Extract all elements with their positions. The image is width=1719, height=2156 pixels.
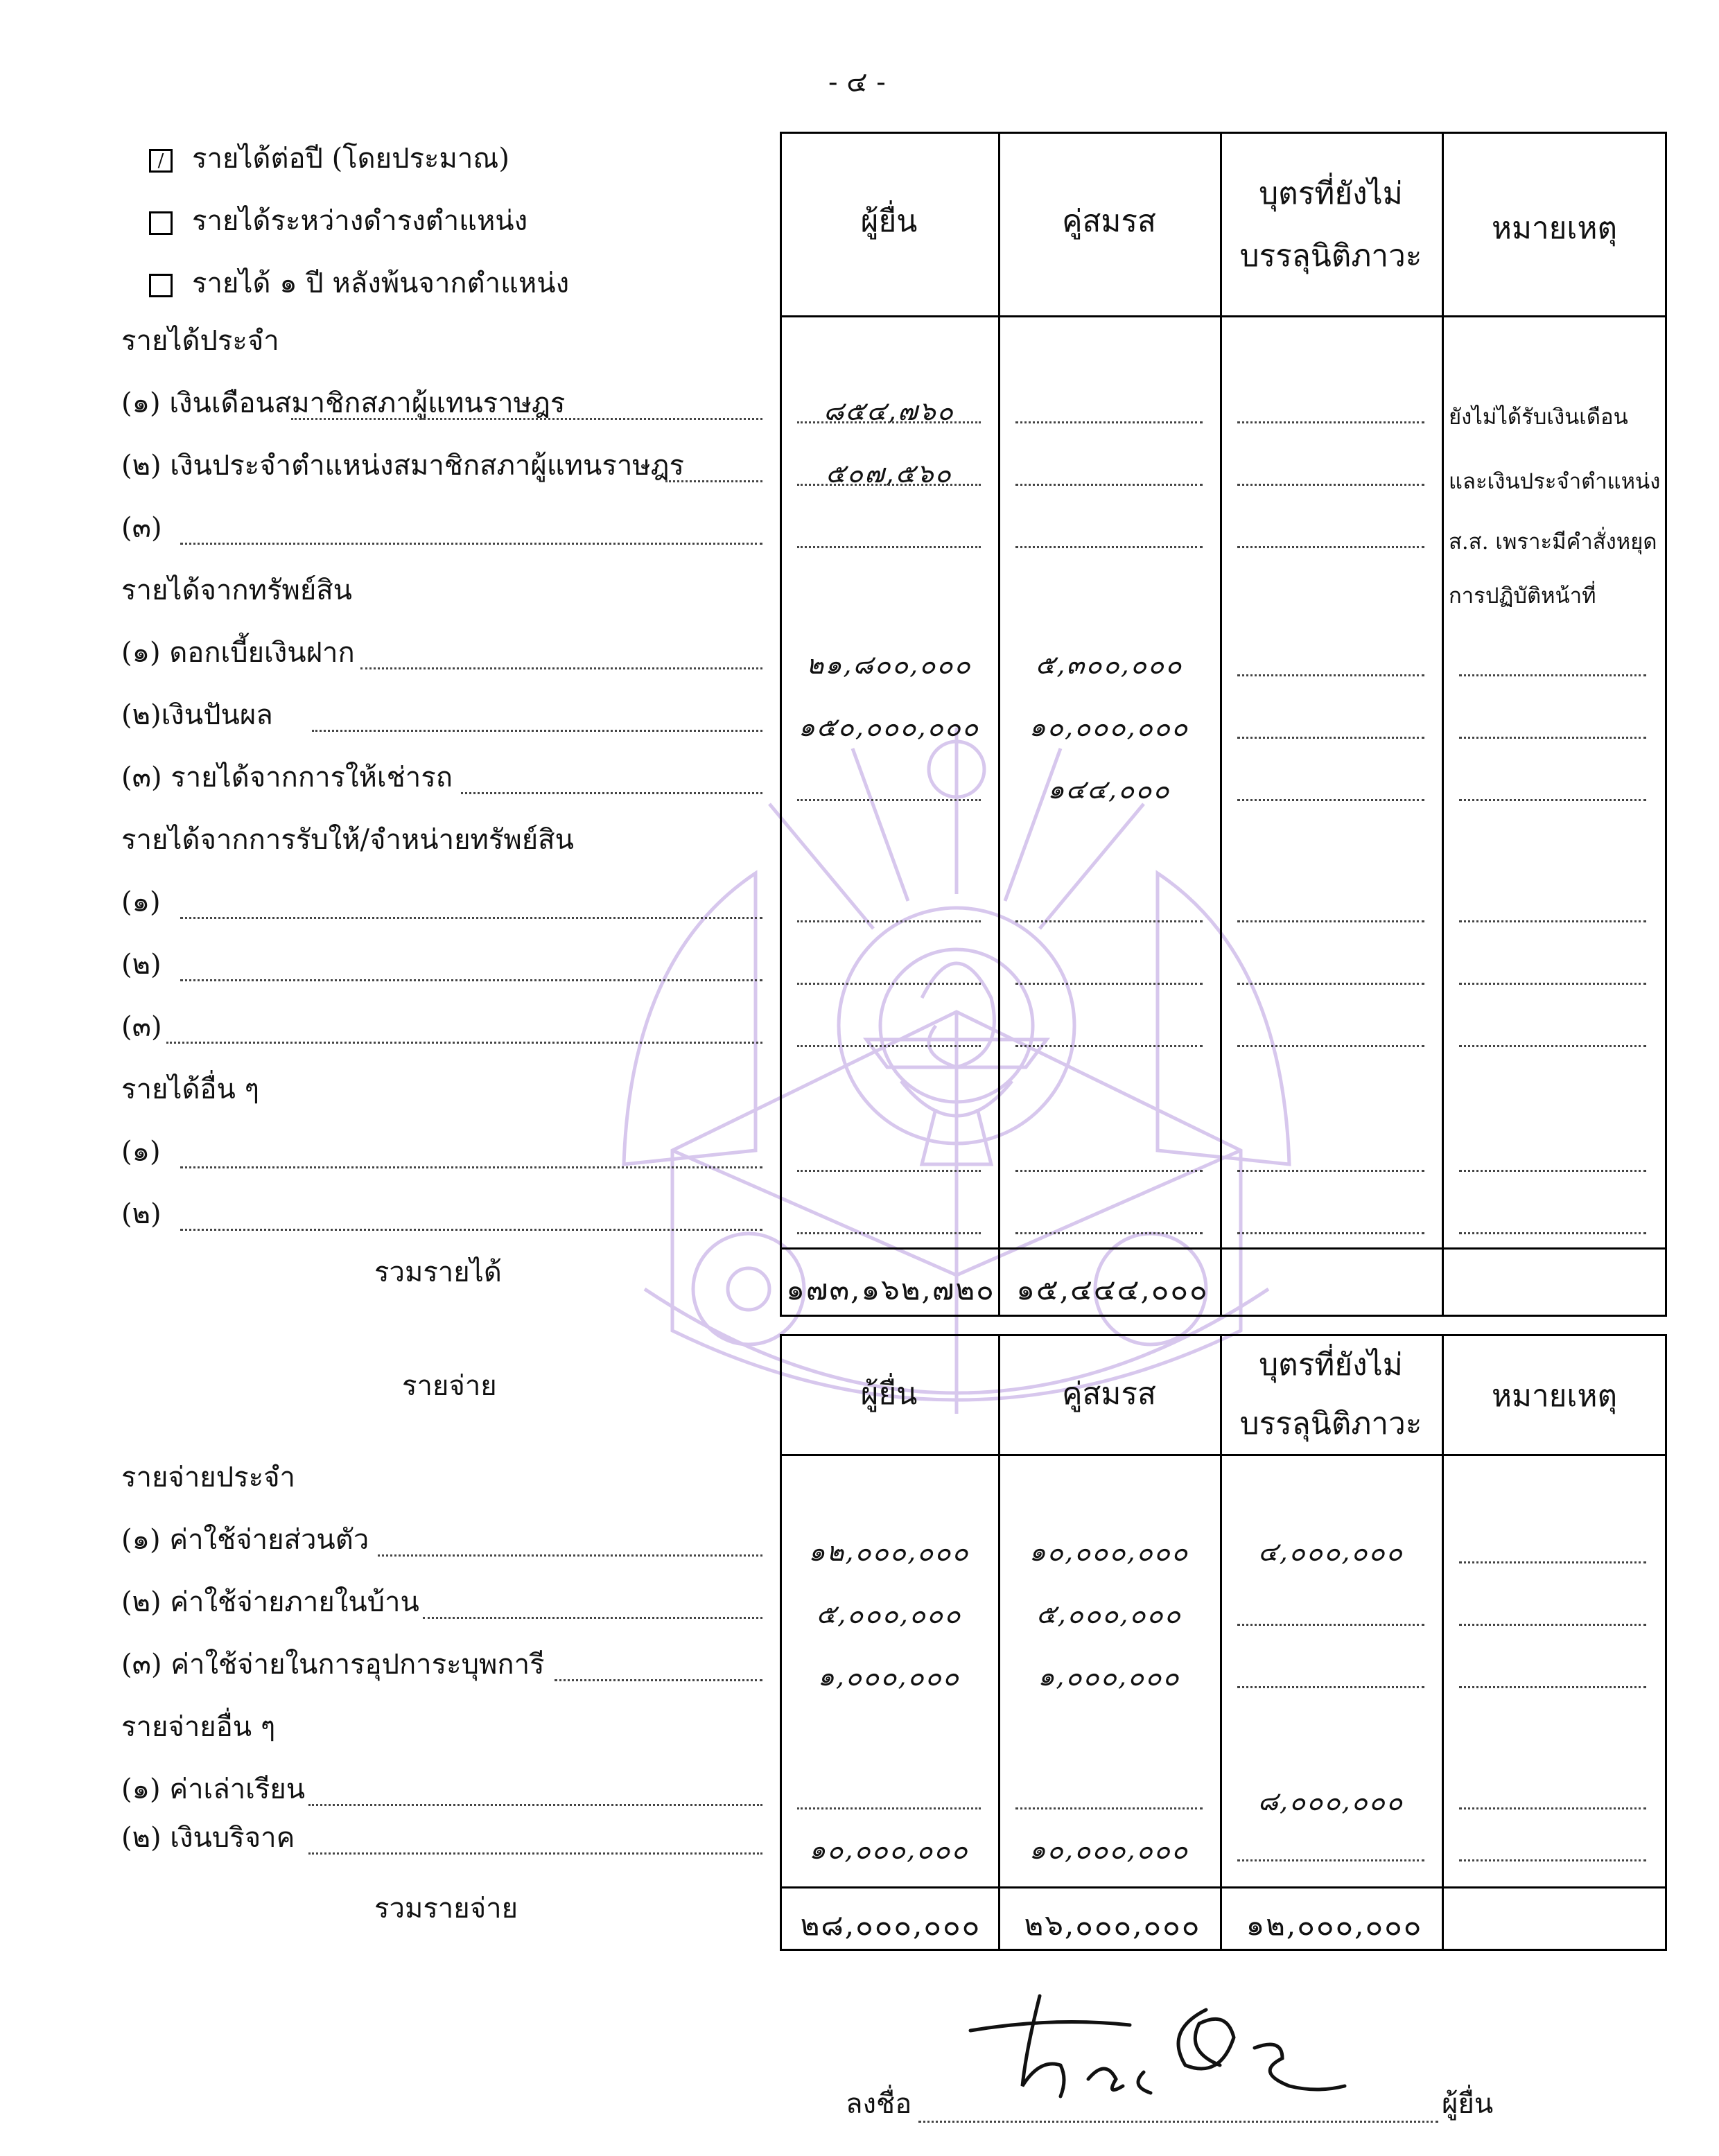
- col-header-remarks: หมายเหตุ: [1491, 211, 1618, 246]
- row-label: (๒) เงินบริจาค: [121, 1822, 295, 1854]
- col-header-child-line1: บุตรที่ยังไม่: [1259, 176, 1403, 211]
- income-col-divider: [1220, 132, 1222, 1317]
- value-child: ๔,๐๐๐,๐๐๐: [1257, 1536, 1404, 1567]
- row-label: (๑): [121, 1136, 161, 1168]
- total-income-label: รวมรายได้: [374, 1256, 502, 1288]
- value-filer: ๕,๐๐๐,๐๐๐: [816, 1599, 962, 1629]
- income-col-divider: [998, 132, 1000, 1317]
- value-filer: ๑๒,๐๐๐,๐๐๐: [808, 1536, 970, 1567]
- row-label: (๓): [121, 1011, 162, 1043]
- expense-total-divider: [780, 1886, 1667, 1888]
- row-label: (๒): [121, 949, 162, 981]
- income-total-divider: [780, 1247, 1667, 1250]
- signature-label: ลงชื่อ: [846, 2088, 912, 2120]
- col-header-child-line2: บรรลุนิติภาวะ: [1239, 1406, 1422, 1441]
- total-income-spouse: ๑๕,๔๔๔,๐๐๐: [1016, 1272, 1209, 1306]
- value-spouse: ๑๐,๐๐๐,๐๐๐: [1029, 1834, 1189, 1865]
- checkbox-unchecked[interactable]: [149, 274, 173, 297]
- remark-line: ส.ส. เพราะมีคำสั่งหยุด: [1449, 529, 1657, 554]
- option-income-during-term[interactable]: [149, 204, 527, 238]
- value-spouse: ๕,๓๐๐,๐๐๐: [1035, 649, 1183, 680]
- section-heading: รายได้ประจำ: [121, 325, 279, 357]
- row-label: (๑) ค่าใช้จ่ายส่วนตัว: [121, 1524, 369, 1556]
- col-header-filer: ผู้ยื่น: [860, 204, 918, 239]
- option-annual-income[interactable]: [149, 142, 509, 175]
- total-expense-child: ๑๒,๐๐๐,๐๐๐: [1246, 1908, 1423, 1942]
- remark-line: การปฏิบัติหน้าที่: [1449, 584, 1596, 608]
- total-expense-spouse: ๒๖,๐๐๐,๐๐๐: [1024, 1908, 1201, 1942]
- row-label: (๓): [121, 512, 162, 544]
- col-header-child-line1: บุตรที่ยังไม่: [1259, 1347, 1403, 1383]
- row-label: (๒) เงินประจำตำแหน่งสมาชิกสภาผู้แทนราษฎร: [121, 450, 684, 482]
- total-expense-filer: ๒๘,๐๐๐,๐๐๐: [800, 1908, 981, 1942]
- signature-role: ผู้ยื่น: [1442, 2088, 1494, 2120]
- checkbox-unchecked[interactable]: [149, 211, 173, 235]
- row-label: (๒)เงินปันผล: [121, 699, 273, 731]
- value-child: ๘,๐๐๐,๐๐๐: [1257, 1786, 1404, 1816]
- checkbox-checked[interactable]: /: [149, 149, 173, 173]
- value-filer: ๒๑,๘๐๐,๐๐๐: [806, 649, 972, 680]
- section-heading: รายจ่ายอื่น ๆ: [121, 1711, 276, 1743]
- value-filer: ๑๐,๐๐๐,๐๐๐: [809, 1834, 969, 1865]
- value-filer: ๘๕๔,๗๖๐: [823, 396, 954, 426]
- income-col-divider: [1442, 132, 1444, 1317]
- row-label: (๒): [121, 1198, 162, 1230]
- value-spouse: ๑,๐๐๐,๐๐๐: [1038, 1661, 1180, 1692]
- expense-col-divider: [1442, 1334, 1444, 1951]
- value-filer: ๑,๐๐๐,๐๐๐: [817, 1661, 961, 1692]
- row-label: (๓) ค่าใช้จ่ายในการอุปการะบุพการี: [121, 1649, 545, 1681]
- income-header-divider: [780, 315, 1667, 317]
- total-income-filer: ๑๗๓,๑๖๒,๗๒๐: [786, 1272, 995, 1306]
- remark-line: และเงินประจำตำแหน่ง: [1449, 469, 1661, 494]
- value-spouse: ๑๐,๐๐๐,๐๐๐: [1029, 712, 1189, 742]
- value-filer: ๑๕๐,๐๐๐,๐๐๐: [798, 712, 980, 742]
- row-label: (๓) รายได้จากการให้เช่ารถ: [121, 762, 453, 794]
- row-label: (๑): [121, 886, 161, 918]
- handwritten-signature: [957, 1982, 1400, 2128]
- col-header-filer: ผู้ยื่น: [860, 1376, 918, 1412]
- section-heading: รายจ่ายประจำ: [121, 1462, 295, 1493]
- value-spouse: ๑๔๔,๐๐๐: [1047, 774, 1171, 805]
- total-expense-label: รวมรายจ่าย: [374, 1893, 518, 1925]
- row-label: (๒) ค่าใช้จ่ายภายในบ้าน: [121, 1586, 419, 1618]
- expense-header-divider: [780, 1454, 1667, 1456]
- row-label: (๑) ดอกเบี้ยเงินฝาก: [121, 637, 355, 669]
- value-filer: ๕๐๗,๕๖๐: [826, 458, 952, 489]
- option-income-after-term[interactable]: [149, 267, 569, 300]
- expense-col-divider: [998, 1334, 1000, 1951]
- value-spouse: ๕,๐๐๐,๐๐๐: [1036, 1599, 1183, 1629]
- section-heading: รายได้อื่น ๆ: [121, 1073, 260, 1105]
- expense-title: รายจ่าย: [402, 1370, 497, 1402]
- col-header-child-line2: บรรลุนิติภาวะ: [1239, 238, 1422, 274]
- option-label: รายได้ระหว่างดำรงตำแหน่ง: [192, 205, 528, 237]
- col-header-spouse: คู่สมรส: [1062, 1376, 1156, 1412]
- section-heading: รายได้จากทรัพย์สิน: [121, 575, 353, 606]
- option-label: รายได้ต่อปี (โดยประมาณ): [192, 143, 509, 175]
- page-number: - ๔ -: [828, 67, 886, 98]
- section-heading: รายได้จากการรับให้/จำหน่ายทรัพย์สิน: [121, 824, 574, 856]
- remark-line: ยังไม่ได้รับเงินเดือน: [1449, 405, 1628, 430]
- col-header-spouse: คู่สมรส: [1062, 204, 1156, 239]
- option-label: รายได้ ๑ ปี หลังพ้นจากตำแหน่ง: [192, 268, 570, 299]
- value-spouse: ๑๐,๐๐๐,๐๐๐: [1029, 1536, 1189, 1567]
- row-label: (๑) ค่าเล่าเรียน: [121, 1773, 306, 1805]
- col-header-remarks: หมายเหตุ: [1491, 1378, 1618, 1414]
- row-label: (๑) เงินเดือนสมาชิกสภาผู้แทนราษฎร: [121, 387, 566, 419]
